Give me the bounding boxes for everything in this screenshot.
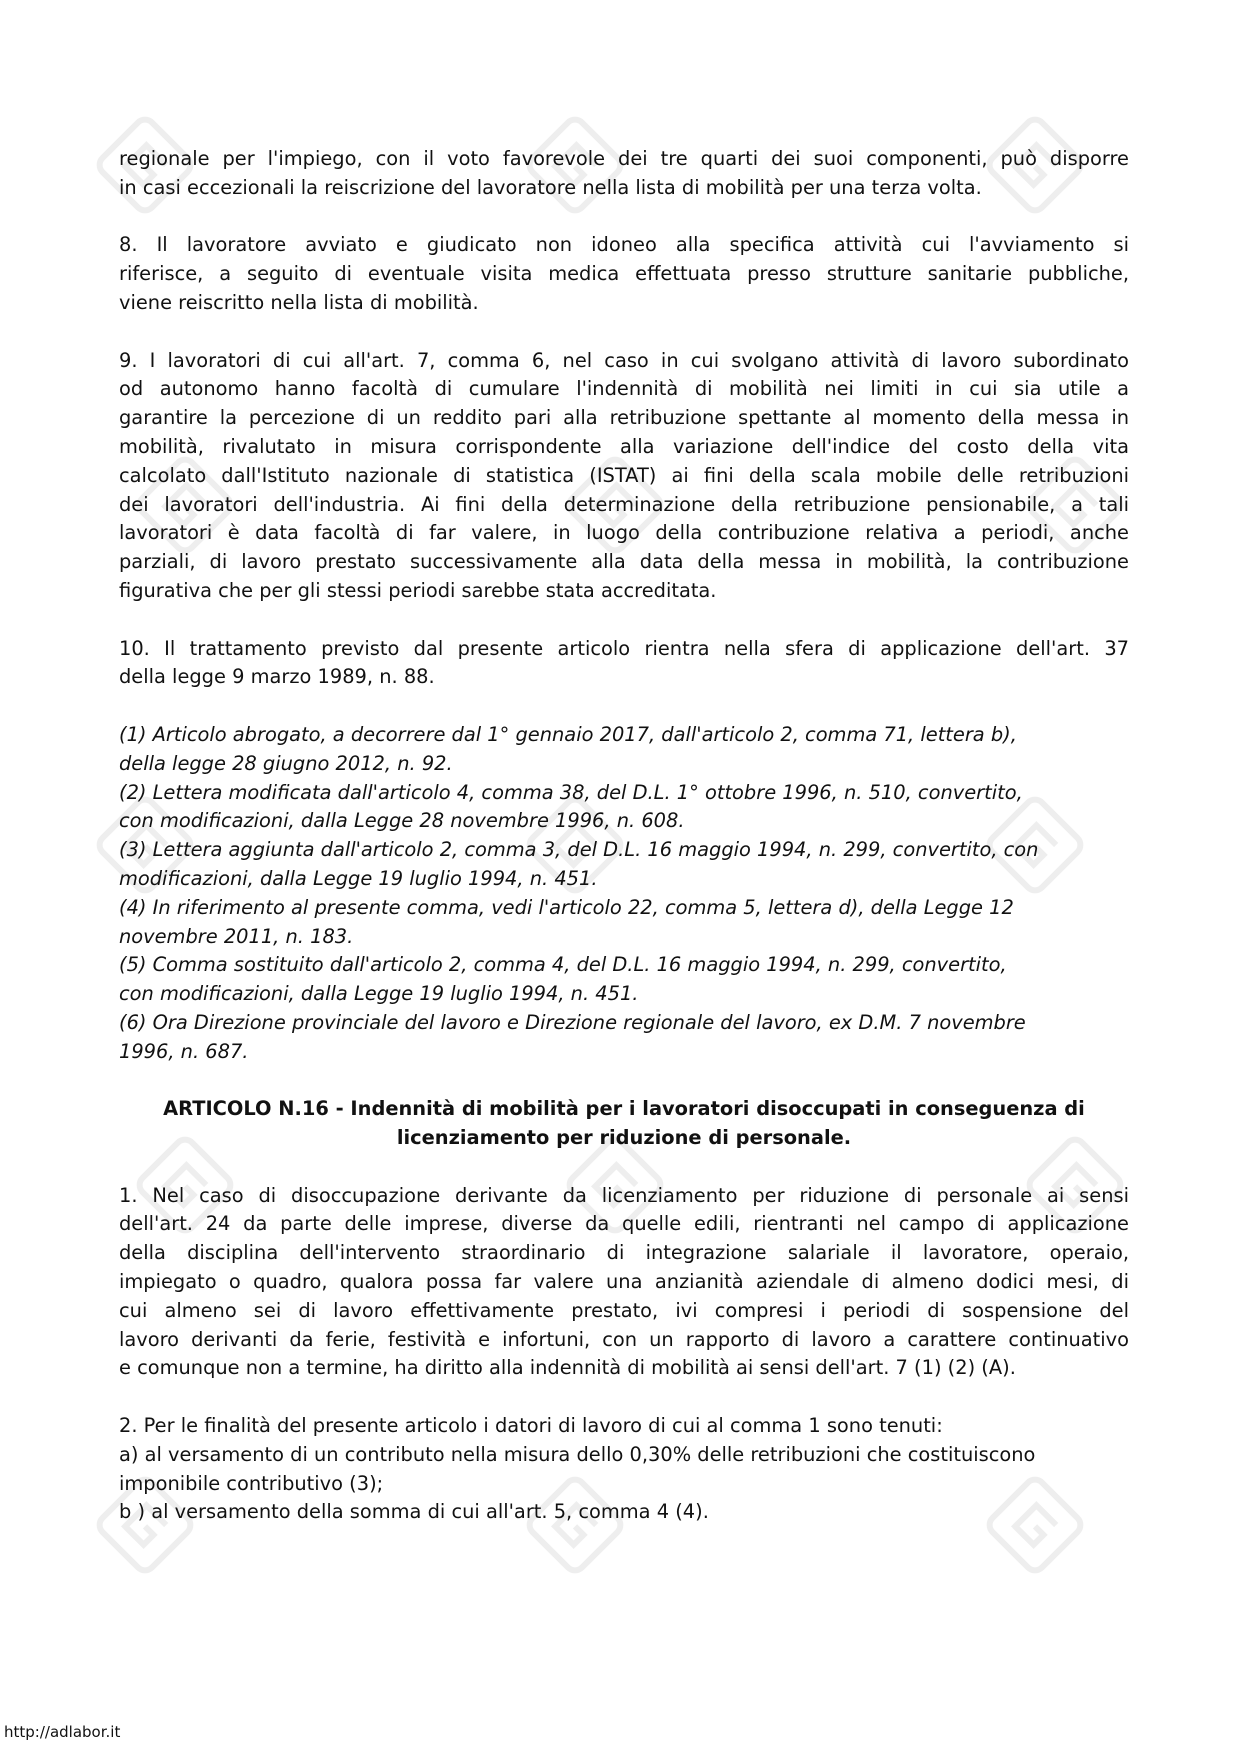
text-line: lavoro derivanti da ferie, festività e infortuni, con un rapporto di lavoro a carattere continuativo <box>119 1327 1129 1351</box>
text-line: 10. Il trattamento previsto dal presente articolo rientra nella sfera di applicazione dell'art. 37 <box>119 636 1129 660</box>
document-body <box>119 145 1129 1527</box>
footnotes <box>119 721 1129 1067</box>
text-line: viene reiscritto nella lista di mobilità. <box>119 290 479 314</box>
text-line: e comunque non a termine, ha diritto alla indennità di mobilità ai sensi dell'art. 7 (1) (2) (A). <box>119 1356 1016 1380</box>
text-line: della legge 9 marzo 1989, n. 88. <box>119 665 435 689</box>
article-heading <box>119 1095 1129 1153</box>
text-line: calcolato dall'Istituto nazionale di statistica (ISTAT) ai fini della scala mobile delle retribuzioni <box>119 463 1129 487</box>
text-line: (1) Articolo abrogato, a decorrere dal 1° gennaio 2017, dall'articolo 2, comma 71, lettera b), <box>119 722 1017 746</box>
text-line: 8. Il lavoratore avviato e giudicato non idoneo alla specifica attività cui l'avviamento si <box>119 233 1129 257</box>
text-line: regionale per l'impiego, con il voto favorevole dei tre quarti dei suoi componenti, può disporre <box>119 147 1129 170</box>
intro-paragraph <box>119 145 1129 203</box>
text-line: impiegato o quadro, qualora possa far valere una anzianità aziendale di almeno dodici mesi, di <box>119 1270 1129 1294</box>
text-line: modificazioni, dalla Legge 19 luglio 1994, n. 451. <box>119 866 598 890</box>
text-line: della legge 28 giugno 2012, n. 92. <box>119 751 453 775</box>
text-line: (5) Comma sostituito dall'articolo 2, comma 4, del D.L. 16 maggio 1994, n. 299, convertito, <box>119 953 1007 977</box>
paragraph-10 <box>119 635 1129 693</box>
text-line: garantire la percezione di un reddito pari alla retribuzione spettante al momento della messa in <box>119 406 1129 430</box>
text-line: dell'art. 24 da parte delle imprese, diverse da quelle edili, rientranti nel campo di applicazione <box>119 1212 1129 1236</box>
text-line: della disciplina dell'intervento straordinario di integrazione salariale il lavoratore, operaio, <box>119 1241 1129 1265</box>
text-line: 9. I lavoratori di cui all'art. 7, comma 6, nel caso in cui svolgano attività di lavoro subordinato <box>119 348 1129 372</box>
text-line: ARTICOLO N.16 - Indennità di mobilità per i lavoratori disoccupati in conseguenza di <box>163 1097 1085 1121</box>
text-line: con modificazioni, dalla Legge 28 novembre 1996, n. 608. <box>119 809 685 833</box>
text-line: cui almeno sei di lavoro effettivamente prestato, ivi compresi i periodi di sospensione del <box>119 1298 1129 1322</box>
text-line: 2. Per le finalità del presente articolo i datori di lavoro di cui al comma 1 sono tenuti: <box>119 1414 943 1438</box>
paragraph-8 <box>119 231 1129 317</box>
text-line: mobilità, rivalutato in misura corrispondente alla variazione dell'indice del costo della vita <box>119 434 1129 458</box>
text-line: in casi eccezionali la reiscrizione del lavoratore nella lista di mobilità per una terza volta. <box>119 175 982 199</box>
text-line: a) al versamento di un contributo nella misura dello 0,30% delle retribuzioni che costituiscono <box>119 1442 1036 1466</box>
text-line: figurativa che per gli stessi periodi sarebbe stata accreditata. <box>119 578 717 602</box>
text-line: 1. Nel caso di disoccupazione derivante da licenziamento per riduzione di personale ai sensi <box>119 1183 1129 1207</box>
text-line: riferisce, a seguito di eventuale visita medica effettuata presso strutture sanitarie pubbliche, <box>119 262 1129 286</box>
paragraph-9 <box>119 347 1129 606</box>
text-line: (4) In riferimento al presente comma, vedi l'articolo 22, comma 5, lettera d), della Legge 12 <box>119 895 1014 919</box>
text-line: od autonomo hanno facoltà di cumulare l'indennità di mobilità nei limiti in cui sia utile a <box>119 377 1129 401</box>
text-line: (2) Lettera modificata dall'articolo 4, comma 38, del D.L. 1° ottobre 1996, n. 510, convertito, <box>119 780 1023 804</box>
footer-url[interactable]: http://adlabor.it <box>4 1723 121 1741</box>
text-line: dei lavoratori dell'industria. Ai fini della determinazione della retribuzione pensionabile, a tali <box>119 492 1129 516</box>
text-line: imponibile contributivo (3); <box>119 1471 384 1495</box>
text-line: (3) Lettera aggiunta dall'articolo 2, comma 3, del D.L. 16 maggio 1994, n. 299, convertito, con <box>119 838 1039 862</box>
text-line: parziali, di lavoro prestato successivamente alla data della messa in mobilità, la contribuzione <box>119 550 1129 574</box>
text-line: con modificazioni, dalla Legge 19 luglio 1994, n. 451. <box>119 982 639 1006</box>
text-line: licenziamento per riduzione di personale. <box>396 1126 852 1150</box>
text-line: 1996, n. 687. <box>119 1039 249 1063</box>
text-line: (6) Ora Direzione provinciale del lavoro e Direzione regionale del lavoro, ex D.M. 7 novembre <box>119 1010 1026 1034</box>
text-line: b ) al versamento della somma di cui all'art. 5, comma 4 (4). <box>119 1500 709 1524</box>
article16-paragraph-2 <box>119 1412 1129 1527</box>
text-line: novembre 2011, n. 183. <box>119 924 354 948</box>
article16-paragraph-1 <box>119 1182 1129 1384</box>
text-line: lavoratori è data facoltà di far valere, in luogo della contribuzione relativa a periodi, anche <box>119 521 1129 545</box>
